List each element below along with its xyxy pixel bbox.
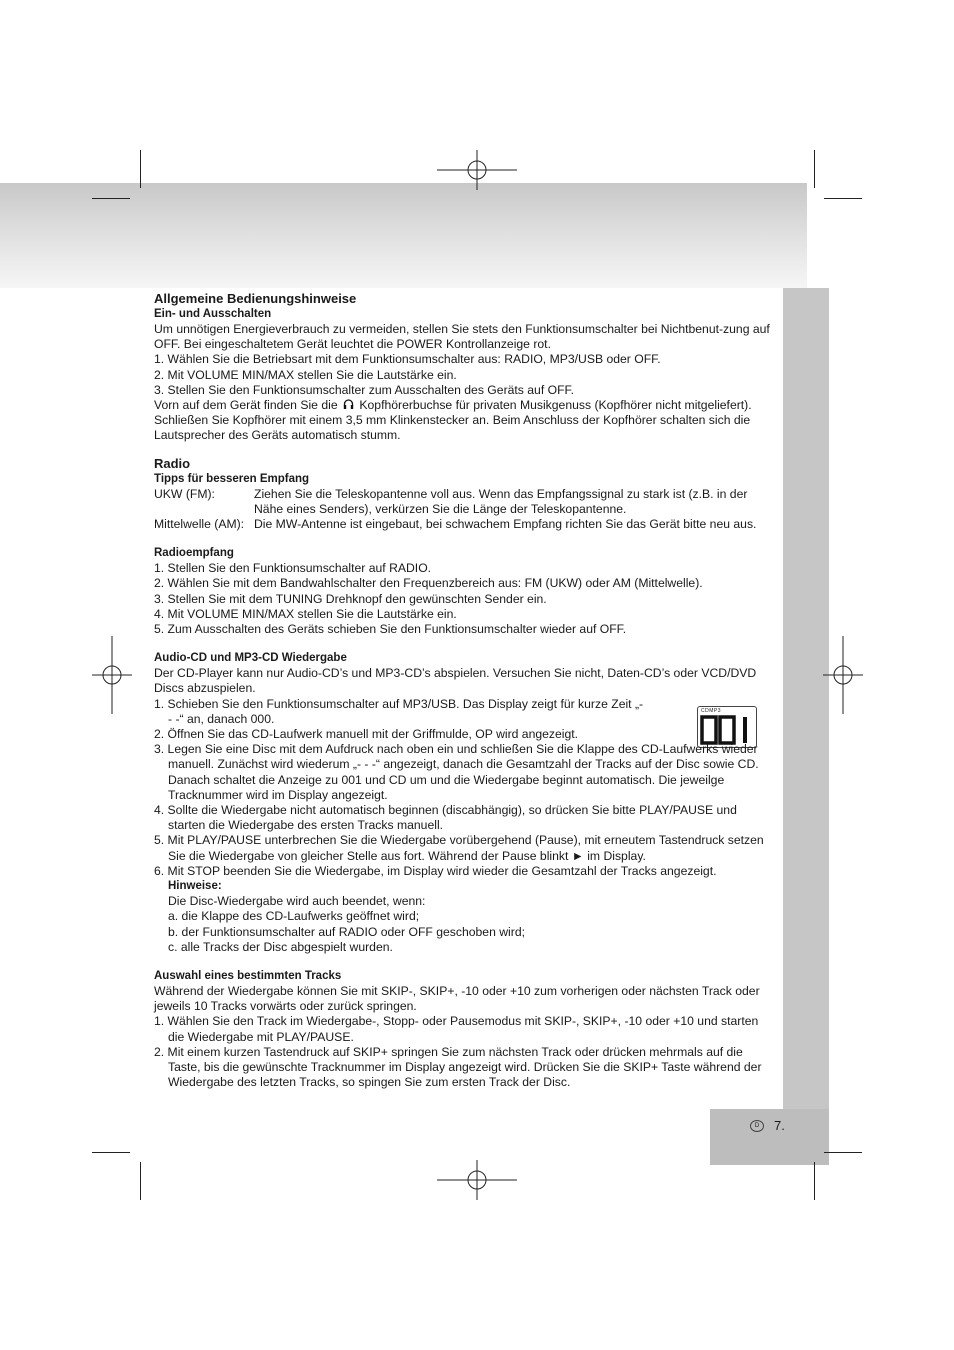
crop-mark [824,1152,862,1153]
display-label: CDMP3 [701,708,722,714]
list-item: 3. Legen Sie eine Disc mit dem Aufdruck nach oben ein und schließen Sie die Klappe des CD-Laufwerks wieder manuell. Zunächst wird wiederum „- - -“ angezeigt, danach die Gesamtzahl der Tracks auf der Disc sowie CD. Danach schaltet die Anzeige zu 001 und CD um und die Wiedergabe beginnt automatisch. Die jeweilge Tracknummer wird im Display angezeigt. [154,742,759,802]
page-number [750,1118,785,1133]
subsection-title-reception: Radioempfang [154,547,234,560]
tip-row [154,517,776,532]
registration-mark-icon [92,636,132,714]
crop-mark [140,1162,141,1200]
notes-title: Hinweise: [168,880,222,893]
crop-mark [814,1162,815,1200]
tip-term: Mittelwelle (AM): [154,517,245,532]
list-item: 3. Stellen Sie den Funktionsumschalter zum Ausschalten des Geräts auf OFF. [154,382,574,397]
list-item: 5. Mit PLAY/PAUSE unterbrechen Sie die Wiedergabe vorübergehend (Pause), mit erneutem Tastendruck setzen Sie die Wiedergabe von gleicher Stelle aus fort. Während der Pause blinkt ► im Display. [154,833,764,863]
list-item: 2. Mit einem kurzen Tastendruck auf SKIP+ springen Sie zum nächsten Track oder drücken mehrmals auf die Taste, bis die gewünschte Tracknummer im Display angezeigt wird. Drücken Sie die SKIP+ Taste während der Wiedergabe des letzten Tracks, so spingen Sie zum ersten Track der Disc. [154,1044,762,1090]
list-item: 2. Mit VOLUME MIN/MAX stellen Sie die Lautstärke ein. [154,367,457,382]
list-item: 6. Mit STOP beenden Sie die Wiedergabe, im Display wird wieder die Gesamtzahl der Tracks angezeigt. [154,863,717,878]
list-item: 1. Wählen Sie den Track im Wiedergabe-, Stopp- oder Pausemodus mit SKIP-, SKIP+, -10 oder +10 und starten die Wiedergabe mit PLAY/PAUSE. [154,1014,759,1044]
language-badge: D [750,1120,764,1132]
subsection-title-tracks: Auswahl eines bestimmten Tracks [154,969,342,982]
registration-mark-icon [437,150,517,190]
tip-desc: Die MW-Antenne ist eingebaut, bei schwachem Empfang richten Sie das Gerät bitte neu aus. [254,517,757,532]
list-item: 1. Wählen Sie die Betriebsart mit dem Funktionsumschalter aus: RADIO, MP3/USB oder OFF. [154,352,661,367]
crop-mark [824,198,862,199]
section-title-radio: Radio [154,455,191,471]
notes-intro: Die Disc-Wiedergabe wird auch beendet, wenn: [168,894,426,909]
list-item: 1. Stellen Sie den Funktionsumschalter auf RADIO. [154,561,432,576]
headphone-paragraph [154,398,776,444]
tracks-intro: Während der Wiedergabe können Sie mit SKIP-, SKIP+, -10 oder +10 zum vorherigen oder nächsten Track oder jeweils 10 Tracks vorwärts oder zurück springen. [154,983,760,1014]
headphone-text-after: Kopfhörerbuchse für privaten Musikgenuss (Kopfhörer nicht mitgeliefert). Schließen Sie Kopfhörer mit einem 3,5 mm Klinkenstecker an. Beim Anschluss der Kopfhörer schalten sich die Lautsprecher des Geräts automatisch stumm. [154,398,752,443]
list-item: a. die Klappe des CD-Laufwerks geöffnet wird; [168,909,420,924]
list-item: 3. Stellen Sie mit dem TUNING Drehknopf den gewünschten Sender ein. [154,591,547,606]
tip-row [154,487,776,517]
list-item: 5. Zum Ausschalten des Geräts schieben Sie den Funktionsumschalter wieder auf OFF. [154,622,627,637]
subsection-title-cd: Audio-CD und MP3-CD Wiedergabe [154,652,347,665]
cd-intro: Der CD-Player kann nur Audio-CD’s und MP3-CD’s abspielen. Versuchen Sie nicht, Daten-CD’s oder VCD/DVD Discs abzuspielen. [154,666,757,696]
registration-mark-icon [437,1160,517,1200]
manual-content [154,291,776,1090]
list-item: 4. Mit VOLUME MIN/MAX stellen Sie die Lautstärke ein. [154,606,457,621]
list-item: b. der Funktionsumschalter auf RADIO oder OFF geschoben wird; [168,924,525,939]
page-number-text: 7. [774,1118,785,1133]
crop-mark [92,1152,130,1153]
list-item: 2. Öffnen Sie das CD-Laufwerk manuell mit der Griffmulde, OP wird angezeigt. [154,727,579,742]
headphone-text-before: Vorn auf dem Gerät finden Sie die [154,398,338,413]
subsection-title-onoff: Ein- und Ausschalten [154,308,272,320]
registration-mark-icon [823,636,863,714]
section-title-general: Allgemeine Bedienungshinweise [154,291,357,306]
subsection-title-tips: Tipps für besseren Empfang [154,472,310,485]
list-item: c. alle Tracks der Disc abgespielt wurden. [168,939,393,954]
headphone-icon [343,399,354,410]
list-item: 4. Sollte die Wiedergabe nicht automatisch beginnen (discabhängig), so drücken Sie bitte PLAY/PAUSE und starten die Wiedergabe des ersten Tracks manuell. [154,803,737,833]
list-item: 2. Wählen Sie mit dem Bandwahlschalter den Frequenzbereich aus: FM (UKW) oder AM (Mittelwelle). [154,576,703,591]
tip-term: UKW (FM): [154,486,215,501]
crop-mark [814,150,815,188]
crop-mark [92,198,130,199]
tip-desc: Ziehen Sie die Teleskopantenne voll aus. Wenn das Empfangssignal zu stark ist (z.B. in der Nähe eines Senders), verkürzen Sie die Länge der Teleskopantenne. [254,486,748,516]
crop-mark [140,150,141,188]
general-intro: Um unnötigen Energieverbrauch zu vermeiden, stellen Sie stets den Funktionsumschalter bei Nichtbenut-zung auf OFF. Bei eingeschaltetem Gerät leuchtet die POWER Kontrollanzeige rot. [154,322,770,352]
list-item: 1. Schieben Sie den Funktionsumschalter auf MP3/USB. Das Display zeigt für kurze Zeit „- - -“ an, danach 000. [154,696,644,726]
